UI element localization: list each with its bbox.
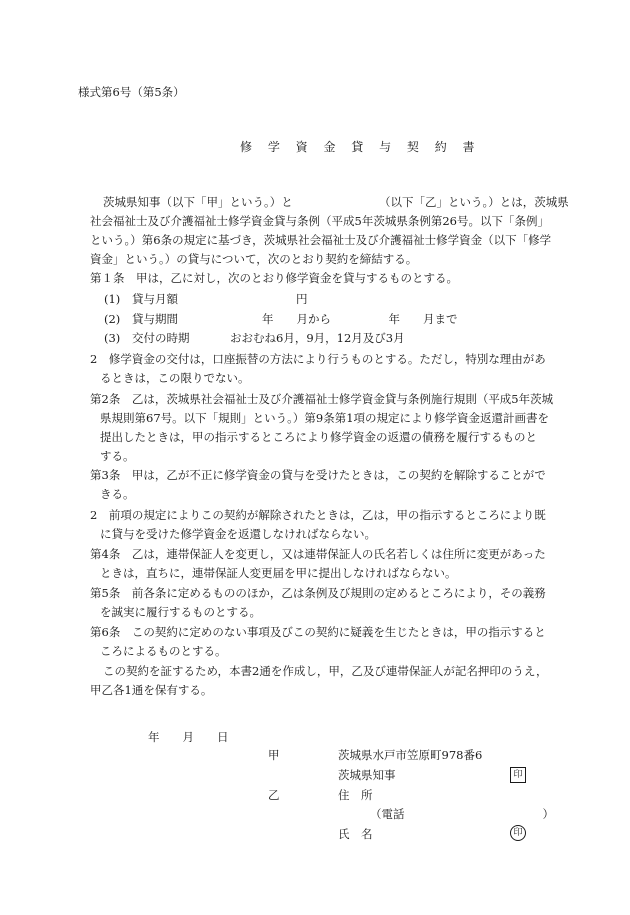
article4-line-2: ときは，直ちに，連帯保証人変更届を甲に提出しなければならない。 bbox=[100, 566, 457, 580]
seal-circle-icon: 印 bbox=[510, 825, 526, 841]
article6-line-2: ころによるものとする。 bbox=[100, 644, 227, 658]
article3-line-2: きる。 bbox=[100, 487, 135, 501]
form-label: 様式第6号（第5条） bbox=[78, 85, 185, 99]
item-number: (2) bbox=[104, 312, 121, 326]
party-b-name-label: 氏 名 bbox=[338, 827, 373, 841]
article2-line-1: 第2条 乙は，茨城県社会福祉士及び介護福祉士修学資金貸与条例施行規則（平成5年茨城 bbox=[90, 392, 554, 406]
item-number: (1) bbox=[104, 292, 121, 306]
article3-line-1: 第3条 甲は，乙が不正に修学資金の貸与を受けたときは，この契約を解除することがで bbox=[90, 468, 546, 482]
party-b-address-label: 住 所 bbox=[338, 788, 373, 802]
intro-line-4: 資金」という。）の貸与について，次のとおり契約を締結する。 bbox=[90, 252, 418, 266]
item-value: 年 月から 年 月まで bbox=[262, 312, 458, 326]
article2-line-4: する。 bbox=[100, 449, 135, 463]
party-b-label: 乙 bbox=[268, 788, 280, 802]
item-label: 貸与期間 bbox=[132, 312, 178, 326]
closing-line-1: この契約を証するため，本書2通を作成し，甲，乙及び連帯保証人が記名押印のうえ， bbox=[103, 664, 548, 678]
article3-para2-line-2: に貸与を受けた修学資金を返還しなければならない。 bbox=[100, 527, 376, 541]
signature-date: 年 月 日 bbox=[148, 730, 229, 744]
article4-line-1: 第4条 乙は，連帯保証人を変更し，又は連帯保証人の氏名若しくは住所に変更があった bbox=[90, 547, 546, 561]
item-label: 貸与月額 bbox=[132, 292, 178, 306]
intro-line-2: 社会福祉士及び介護福祉士修学資金貸与条例（平成5年茨城県条例第26号。以下「条例」 bbox=[90, 214, 549, 228]
article5-line-1: 第5条 前各条に定めるもののほか，乙は条例及び規則の定めるところにより，その義務 bbox=[90, 586, 546, 600]
document-title: 修 学 資 金 貸 与 契 約 書 bbox=[240, 140, 481, 154]
party-a-address: 茨城県水戸市笠原町978番6 bbox=[338, 748, 483, 762]
party-a-seal bbox=[510, 765, 526, 783]
party-a-name: 茨城県知事 bbox=[338, 768, 396, 782]
article1-para2-line-2: るときは，この限りでない。 bbox=[100, 371, 250, 385]
seal-square-icon: 印 bbox=[510, 767, 526, 783]
article1-para2-line-1: 2 修学資金の交付は，口座振替の方法により行うものとする。ただし，特別な理由があ bbox=[90, 352, 546, 366]
article3-para2-line-1: 2 前項の規定によりこの契約が解除されたときは，乙は，甲の指示するところにより既 bbox=[90, 508, 546, 522]
party-b-seal bbox=[510, 823, 526, 841]
intro-line-1: 茨城県知事（以下「甲」という。）と （以下「乙」という。）とは，茨城県 bbox=[103, 195, 569, 209]
article5-line-2: を誠実に履行するものとする。 bbox=[100, 605, 261, 619]
item-number: (3) bbox=[104, 331, 121, 345]
party-b-phone: （電話 ） bbox=[370, 807, 554, 821]
article1-heading: 第１条 甲は，乙に対し，次のとおり修学資金を貸与するものとする。 bbox=[90, 271, 458, 285]
intro-line-3: という。）第6条の規定に基づき，茨城県社会福祉士及び介護福祉士修学資金（以下「修学 bbox=[90, 233, 552, 247]
closing-line-2: 甲乙各1通を保有する。 bbox=[90, 683, 213, 697]
item-value: 円 bbox=[296, 292, 308, 306]
article6-line-1: 第6条 この契約に定めのない事項及びこの契約に疑義を生じたときは，甲の指示すると bbox=[90, 625, 546, 639]
article2-line-2: 県規則第67号。以下「規則」という。）第9条第1項の規定により修学資金返還計画書を bbox=[100, 411, 550, 425]
party-a-label: 甲 bbox=[268, 748, 280, 762]
article2-line-3: 提出したときは，甲の指示するところにより修学資金の返還の債務を履行するものと bbox=[100, 430, 537, 444]
item-label: 交付の時期 bbox=[132, 331, 190, 345]
item-value: おおむね6月，9月，12月及び3月 bbox=[230, 331, 405, 345]
